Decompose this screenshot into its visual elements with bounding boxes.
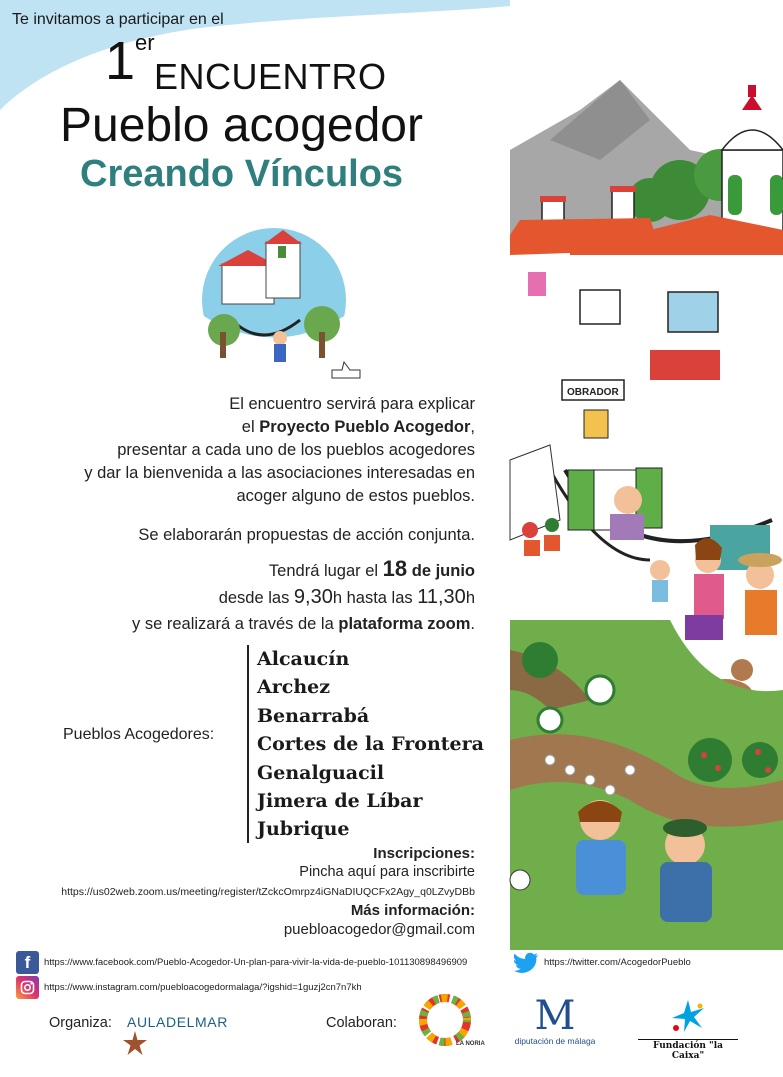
instagram-link[interactable]: https://www.instagram.com/puebloacogedormalaga/?igshid=1guzj2cn7n7kh	[44, 982, 362, 993]
event-date: Tendrá lugar el 18 de junio	[268, 556, 475, 581]
diputacion-mark: M	[534, 993, 576, 1039]
instagram-row[interactable]	[16, 976, 362, 999]
town-item: Cortes de la Frontera	[257, 733, 484, 756]
ordinal-number: 1er	[105, 30, 155, 91]
facebook-link[interactable]: https://www.facebook.com/Pueblo-Acogedor-Un-plan-para-vivir-la-vida-de-pueblo-101130898496909	[44, 957, 468, 968]
organiza-label: Organiza:	[49, 1015, 112, 1031]
starfish-icon	[122, 1030, 148, 1056]
la-noria-logo	[418, 993, 485, 1047]
caixa-logo	[638, 998, 738, 1061]
tagline: Creando Vínculos	[80, 153, 404, 195]
towns-divider	[247, 645, 249, 843]
event-platform: y se realizará a través de la plataforma zoom.	[132, 615, 475, 633]
town-item: Alcaucín	[257, 648, 350, 670]
twitter-icon	[513, 951, 539, 974]
diputacion-text: diputación de málaga	[514, 1036, 596, 1046]
noria-text: LA NORIA	[456, 1041, 485, 1047]
event-details	[5, 556, 475, 637]
more-info-title: Más información:	[350, 902, 475, 919]
proposals-text: Se elaborarán propuestas de acción conjunta.	[138, 526, 475, 544]
town-item: Benarrabá	[257, 704, 370, 727]
town-item: Jimera de Líbar	[257, 790, 423, 813]
town-item: Jubrique	[257, 818, 350, 841]
facebook-row[interactable]	[16, 951, 467, 974]
town-item: Genalguacil	[257, 761, 385, 784]
caixa-text: Fundación "la Caixa"	[638, 1039, 738, 1061]
description-line: presentar a cada uno de los pueblos acogedores	[117, 441, 475, 459]
registration-title: Inscripciones:	[373, 845, 475, 862]
description-line: acoger alguno de estos pueblos.	[236, 487, 475, 505]
registration-link[interactable]: https://us02web.zoom.us/meeting/register/tZckcOmrpz4iGNaDIUQCFx2Agy_q0LZvyDBb	[61, 886, 475, 898]
caixa-star-icon	[666, 998, 710, 1034]
description-line: y dar la bienvenida a las asociaciones interesadas en	[84, 464, 475, 482]
towns-list	[257, 645, 484, 844]
description-line: El encuentro servirá para explicar	[229, 395, 475, 413]
twitter-link[interactable]: https://twitter.com/AcogedorPueblo	[544, 957, 691, 968]
description-line: el Proyecto Pueblo Acogedor,	[241, 418, 475, 436]
registration-cta[interactable]: Pincha aquí para inscribirte	[299, 864, 475, 880]
event-time: desde las 9,30h hasta las 11,30h	[218, 586, 475, 608]
svg-text:OBRADOR: OBRADOR	[567, 387, 619, 398]
instagram-icon	[16, 976, 39, 999]
encuentro-title: ENCUENTRO	[154, 56, 387, 97]
village-illustration	[510, 0, 783, 950]
auladelmar-logo: AULADELMAR	[127, 1014, 228, 1030]
contact-email[interactable]: puebloacogedor@gmail.com	[283, 921, 475, 938]
twitter-row[interactable]	[513, 951, 691, 974]
invite-text: Te invitamos a participar en el	[12, 11, 224, 28]
diputacion-logo	[510, 993, 600, 1046]
towns-label: Pueblos Acogedores:	[63, 726, 215, 743]
facebook-icon: f	[16, 951, 39, 974]
main-title: Pueblo acogedor	[60, 99, 423, 152]
pueblo-acogedor-logo	[182, 220, 382, 390]
colaboran-label: Colaboran:	[326, 1015, 397, 1031]
description	[5, 393, 475, 508]
town-item: Archez	[257, 676, 331, 699]
